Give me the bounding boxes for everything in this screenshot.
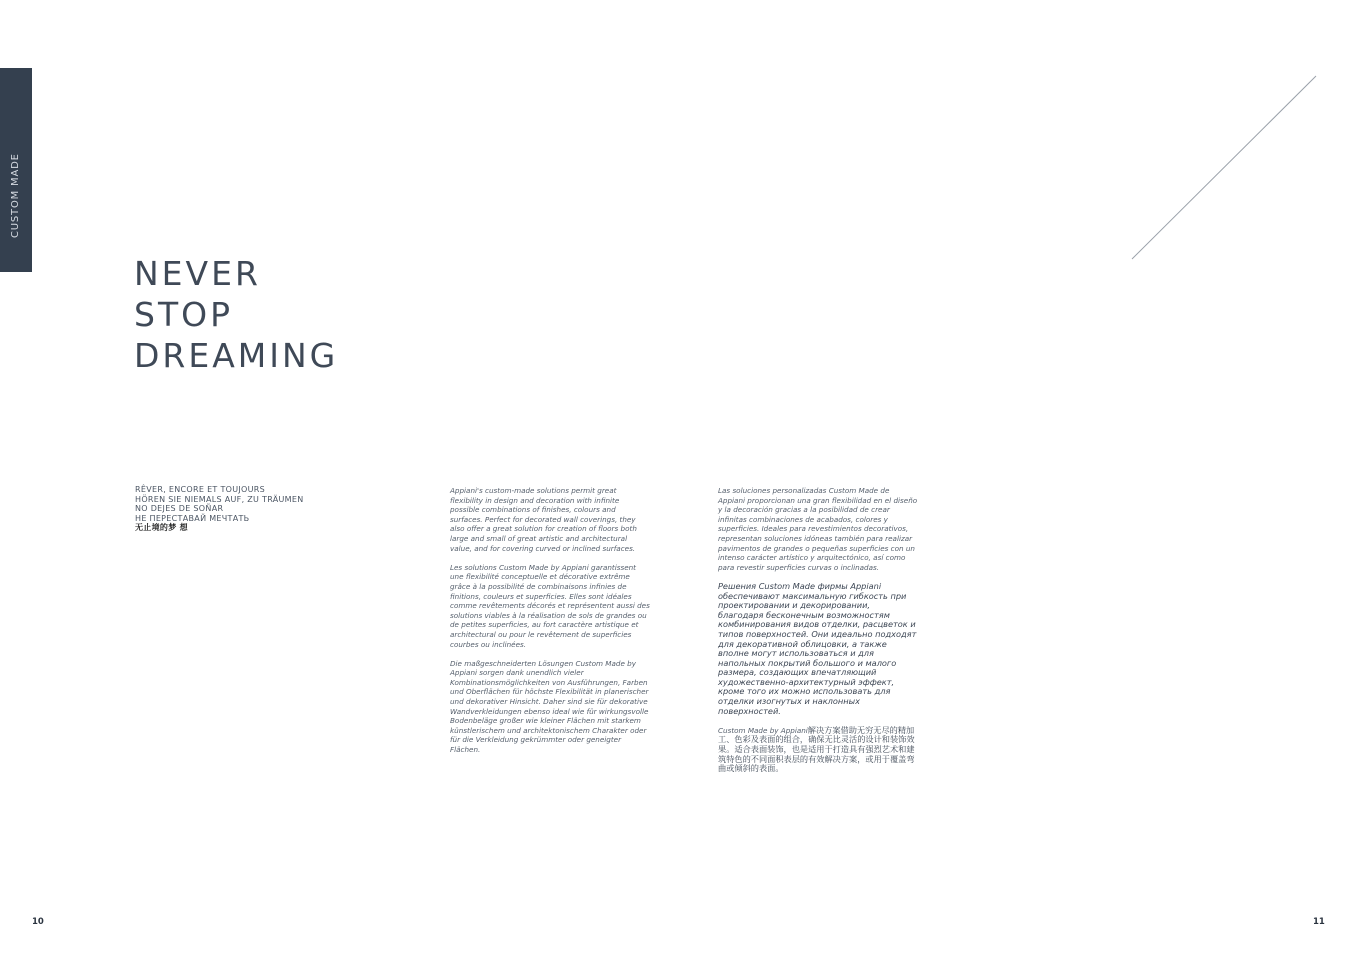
paragraph-zh: [718, 726, 918, 774]
tagline-fr: RÊVER, ENCORE ET TOUJOURS: [135, 485, 266, 494]
headline-line-3: DREAMING: [134, 336, 339, 375]
headline-line-2: STOP: [134, 295, 233, 334]
tagline-es: NO DEJES DE SOÑAR: [135, 504, 224, 514]
multilingual-tagline: [135, 485, 304, 533]
text-column-1: [450, 486, 650, 764]
tagline-ru: НЕ ПЕРЕСТАВАЙ МЕЧТАТЬ: [135, 513, 250, 523]
paragraph-ru: Решения Custom Made фирмы Appiani обеспечивают максимальную гибкость при проектировании и декорировании, благодаря бесконечным возможностям комбинирования видов отделки, расцветок и типов поверхностей. Они идеально подходят для декоративной облицовки, а также вполне могут использоваться и для напольных покрытий большого и малого размера, создающих впечатляющий художественно-архитектурный эффект, кроме того их можно использовать для отделки изогнутых и наклонных поверхностей.: [718, 580, 917, 716]
page-headline: [134, 253, 338, 376]
paragraph-es: Las soluciones personalizadas Custom Made de Appiani proporcionan una gran flexibilidad en el diseño y la decoración gracias a la posibilidad de crear infinitas combinaciones de acabados, colores y superficies. Ideales para revestimientos decorativos, representan soluciones idóneas también para realizar pavimentos de grandes o pequeñas superficies con un intenso carácter artístico y arquitectónico, así como para revestir superficies curvas o inclinadas.: [718, 486, 918, 572]
paragraph-en: Appiani's custom-made solutions permit great flexibility in design and decoration with infinite possible combinations of finishes, colours and surfaces. Perfect for decorated wall coverings, they also offer a great solution for creation of floors both large and small of great artistic and architectural value, and for covering curved or inclined surfaces.: [450, 486, 637, 553]
text-column-2: [718, 486, 918, 783]
paragraph-de: Die maßgeschneiderten Lösungen Custom Made by Appiani sorgen dank unendlich vieler Kombinationsmöglichkeiten von Ausführungen, Farben und Oberflächen für höchste Flexibilität in planerischer und dekorativer Hinsicht. Daher sind sie für dekorative Wandverkleidungen ebenso ideal wie für wirkungsvolle Bodenbeläge großer wie kleiner Flächen mit starkem künstlerischem und architektonischem Charakter oder für die Verkleidung gekrümmter oder geneigter Flächen.: [450, 658, 649, 755]
paragraph-zh-prefix: Custom Made by Appiani: [718, 725, 808, 735]
tagline-de: HÖREN SIE NIEMALS AUF, ZU TRÄUMEN: [135, 494, 304, 504]
page-number-left: 10: [32, 917, 44, 927]
paragraph-fr: Les solutions Custom Made by Appiani garantissent une flexibilité conceptuelle et décorative extrême grâce à la possibilité de combinaisons infinies de finitions, couleurs et superficies. Elles sont idéales comme revêtements décorés et représentent aussi des solutions viables à la réalisation de sols de grandes ou de petites superficies, au fort caractère artistique et architectural ou pour le revêtement de superficies courbes ou inclinées.: [450, 562, 650, 649]
paragraph-zh-text: 解决方案借助无穷无尽的精加工、色彩及表面的组合，确保无比灵活的设计和装饰效果。适合表面装饰，也是适用于打造具有强烈艺术和建筑特色的不同面积表层的有效解决方案，或用于覆盖弯曲或倾斜的表面。: [718, 724, 915, 774]
headline-line-1: NEVER: [134, 254, 261, 293]
decorative-diagonal-line: [1128, 72, 1320, 264]
side-section-tab: [0, 68, 32, 272]
tagline-zh: 无止境的梦 想: [135, 523, 188, 533]
side-section-label: CUSTOM MADE: [10, 153, 21, 238]
page-number-right: 11: [1313, 917, 1325, 927]
